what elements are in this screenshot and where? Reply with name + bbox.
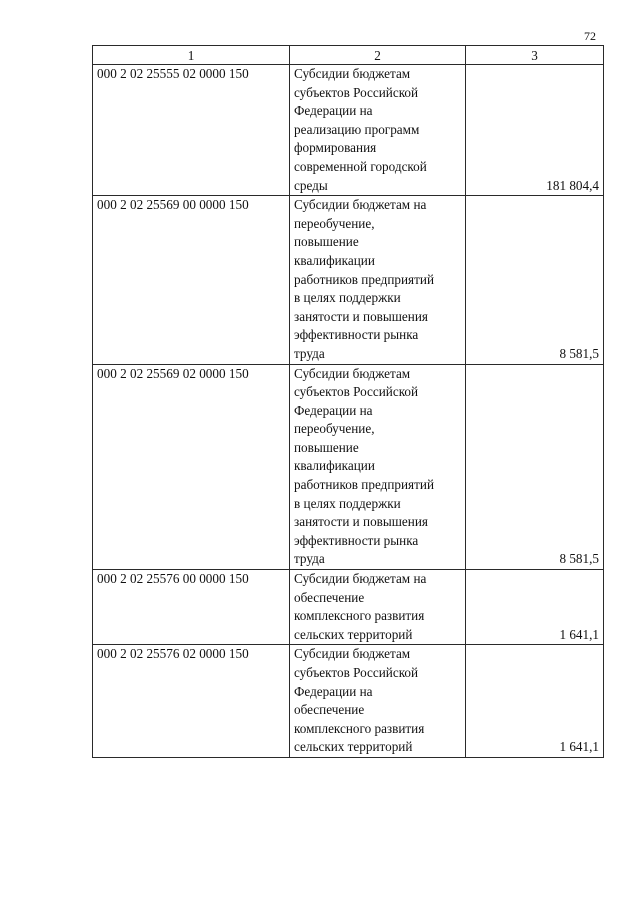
revenue-name-line: сельских территорий xyxy=(294,626,413,642)
revenue-name-line: повышение xyxy=(294,439,359,455)
amount-cell: 8 581,5 xyxy=(466,364,604,570)
revenue-name-line: Субсидии бюджетам на xyxy=(294,197,427,213)
table-row xyxy=(93,645,604,758)
classification-code-cell: 000 2 02 25576 02 0000 150 xyxy=(93,645,290,758)
revenue-name-cell xyxy=(290,570,466,645)
amount-cell: 1 641,1 xyxy=(466,570,604,645)
revenue-name-line: Федерации на xyxy=(294,402,373,418)
revenue-name-line: реализацию программ xyxy=(294,121,420,137)
revenue-name-line: Федерации на xyxy=(294,103,373,119)
revenue-name-cell xyxy=(290,196,466,364)
revenue-name-line: формирования xyxy=(294,140,377,156)
revenue-name-line: обеспечение xyxy=(294,589,365,605)
revenue-name-line: работников предприятий xyxy=(294,271,435,287)
table-row xyxy=(93,364,604,570)
table-row xyxy=(93,570,604,645)
revenue-name-line: в целях поддержки xyxy=(294,495,401,511)
revenue-name-line: Федерации на xyxy=(294,683,373,699)
page-number: 72 xyxy=(584,29,596,43)
revenue-name-line: комплексного развития xyxy=(294,608,425,624)
revenue-name-line: субъектов Российской xyxy=(294,665,419,680)
revenue-name-line: эффективности рынка xyxy=(294,532,419,548)
amount-cell: 181 804,4 xyxy=(466,65,604,196)
revenue-name-line: среды xyxy=(294,177,328,193)
revenue-name-line: переобучение, xyxy=(294,215,375,231)
revenue-name-line: субъектов Российской xyxy=(294,384,419,400)
revenue-name-line: квалификации xyxy=(294,252,375,268)
revenue-name-line: квалификации xyxy=(294,458,375,474)
classification-code-cell: 000 2 02 25576 00 0000 150 xyxy=(93,570,290,645)
revenue-name-line: работников предприятий xyxy=(294,477,435,493)
amount-cell: 1 641,1 xyxy=(466,645,604,758)
revenue-name-line: комплексного развития xyxy=(294,720,425,736)
classification-code-cell: 000 2 02 25569 02 0000 150 xyxy=(93,364,290,570)
revenue-name-line: Субсидии бюджетам xyxy=(294,66,411,81)
revenue-name-line: занятости и повышения xyxy=(294,308,428,324)
revenue-name-line: Субсидии бюджетам на xyxy=(294,571,427,587)
revenue-name-line: сельских территорий xyxy=(294,739,413,755)
revenue-name-line: труда xyxy=(294,551,325,567)
revenue-name-line: субъектов Российской xyxy=(294,84,419,100)
column-header-code: 1 xyxy=(93,46,290,65)
table-header-row xyxy=(93,46,604,65)
revenue-name-line: повышение xyxy=(294,234,359,250)
budget-table xyxy=(92,45,604,758)
table-body xyxy=(93,65,604,758)
revenue-name-line: обеспечение xyxy=(294,702,365,718)
revenue-name-cell xyxy=(290,364,466,570)
revenue-name-line: в целях поддержки xyxy=(294,290,401,306)
amount-cell: 8 581,5 xyxy=(466,196,604,364)
classification-code-cell: 000 2 02 25555 02 0000 150 xyxy=(93,65,290,196)
revenue-name-line: Субсидии бюджетам xyxy=(294,365,411,381)
revenue-name-line: Субсидии бюджетам xyxy=(294,646,411,662)
table-row xyxy=(93,196,604,364)
column-header-name: 2 xyxy=(290,46,466,65)
revenue-name-cell xyxy=(290,65,466,196)
revenue-name-line: труда xyxy=(294,345,325,361)
revenue-name-line: эффективности рынка xyxy=(294,327,419,343)
revenue-name-line: переобучение, xyxy=(294,421,375,437)
revenue-name-cell xyxy=(290,645,466,758)
column-header-amount: 3 xyxy=(466,46,604,65)
revenue-name-line: занятости и повышения xyxy=(294,514,428,530)
revenue-name-line: современной городской xyxy=(294,158,427,174)
table-row xyxy=(93,65,604,196)
classification-code-cell: 000 2 02 25569 00 0000 150 xyxy=(93,196,290,364)
